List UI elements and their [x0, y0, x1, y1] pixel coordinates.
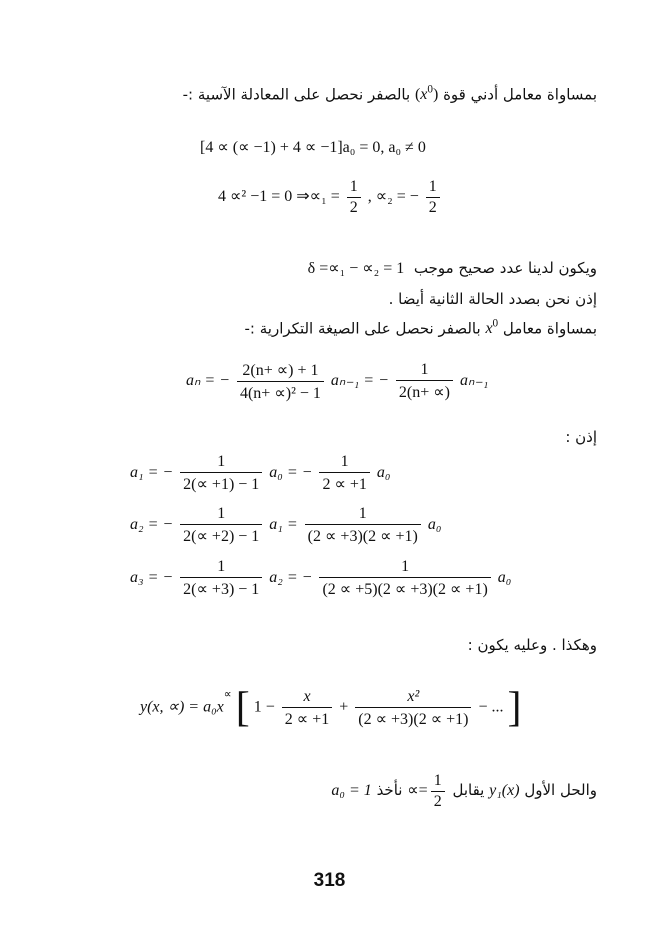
text-fragment: ويكون لدينا عدد صحيح موجب	[413, 259, 597, 277]
eq-part: aₙ = −	[186, 372, 230, 390]
fraction: $\frac{1}{2(\propto +3) - 1}$	[180, 558, 262, 599]
eq-part: y(x, ∝) = a₀x	[140, 698, 224, 716]
page-number: 318	[313, 870, 346, 891]
fraction: $\frac{1}{2}$	[426, 178, 440, 217]
text-line-6: وهكذا . وعليه يكون :	[467, 636, 597, 654]
text-line-1	[183, 84, 597, 104]
power-x0: $x^0$	[485, 318, 499, 338]
text-fragment: بمساواة معامل أدني قوة	[443, 85, 597, 104]
fraction: $\frac{1}{2(\propto +1) - 1}$	[180, 453, 262, 494]
equation-series	[140, 684, 522, 732]
power-x0: $(x^0)$	[414, 84, 439, 104]
eq-part: a₂ = −	[269, 569, 313, 587]
eq-part: a₂ = −	[130, 516, 174, 534]
fraction: $\frac{1}{2(n+ \propto)}$	[396, 361, 453, 402]
text-line-4	[245, 318, 597, 338]
eq-part: 4 ∝² −1 = 0 ⇒∝₁ =	[218, 188, 340, 206]
eq-part: a₀ = −	[269, 464, 313, 482]
equation-roots	[218, 178, 443, 217]
text-fragment: بمساواة معامل	[502, 319, 597, 338]
fraction: $\frac{\text{x²}}{(2 \propto +3)(2 \propto +1)}$	[355, 688, 471, 729]
eq-part: a₀	[497, 569, 512, 587]
text-line-2	[308, 258, 597, 278]
text-fragment: يقابل	[452, 781, 485, 800]
fraction: $\frac{1}{(2 \propto +5)(2 \propto +3)(2 \propto +1)}$	[319, 558, 490, 599]
eq-exponent: ∝	[223, 688, 232, 701]
fraction: $\frac{1}{2(\propto +2) - 1}$	[180, 505, 262, 546]
alpha-value: ∝= $\frac{1}{2}$	[407, 782, 447, 799]
text-line-7	[331, 772, 597, 811]
text-fragment: نأخذ	[376, 781, 403, 800]
eq-part: , ∝₂ = −	[367, 188, 419, 206]
equation-a1	[130, 453, 390, 494]
eq-part: a₀	[427, 516, 442, 534]
a0-value: a₀ = 1	[331, 782, 372, 800]
y1-expression: y₁(x)	[489, 782, 520, 800]
text-fragment: والحل الأول	[524, 781, 597, 800]
eq-part: a₁ =	[269, 516, 298, 534]
text-line-3: إذن نحن بصدد الحالة الثانية أيضا .	[388, 290, 597, 308]
fraction: $\frac{1}{2 \propto +1}$	[319, 453, 369, 494]
eq-part: − ...	[478, 698, 504, 716]
delta-expression: δ =∝₁ − ∝₂ = 1	[307, 260, 405, 277]
fraction: $\frac{2(n+ \propto) + 1}{\text{4(n+ ∝)² − 1}}$	[237, 360, 324, 403]
eq-part: a₁ = −	[130, 464, 174, 482]
eq-part: aₙ₋₁ = −	[330, 372, 389, 390]
left-bracket: [	[235, 685, 250, 731]
eq-part: a₃ = −	[130, 569, 174, 587]
fraction: $\frac{1}{2}$	[347, 178, 361, 217]
eq-part: aₙ₋₁	[460, 372, 489, 390]
eq-part: 1 −	[253, 698, 275, 716]
eq-part: a₀	[376, 464, 391, 482]
eq-part: +	[339, 698, 349, 716]
equation-a3	[130, 558, 511, 599]
equation-recurrence	[186, 360, 488, 403]
right-bracket: ]	[507, 685, 522, 731]
equation-a2	[130, 505, 441, 546]
equation-indicial: [4 ∝ (∝ −1) + 4 ∝ −1]a₀ = 0, a₀ ≠ 0	[200, 139, 426, 156]
text-line-5: إذن :	[565, 428, 597, 446]
fraction: $\frac{x}{2 \propto +1}$	[282, 688, 332, 729]
text-fragment: بالصفر نحصل على الصيغة التكرارية :-	[244, 319, 481, 338]
fraction: $\frac{1}{(2 \propto +3)(2 \propto +1)}$	[305, 505, 421, 546]
text-fragment: بالصفر نحصل على المعادلة الآسية :-	[182, 85, 411, 104]
